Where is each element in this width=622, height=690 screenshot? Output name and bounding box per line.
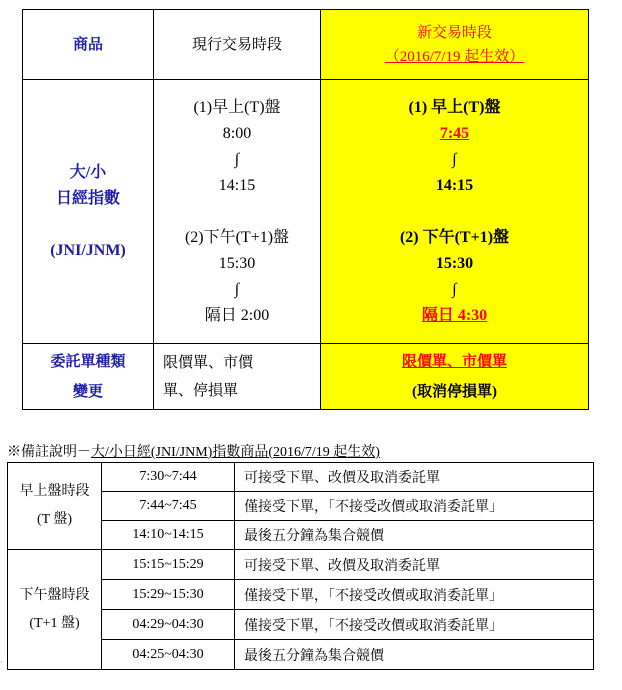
new-t1-session: (2) 下午(T+1)盤: [399, 228, 510, 246]
detail-desc: 最後五分鐘為集合競價: [235, 521, 594, 550]
current-t-end: 14:15: [218, 176, 256, 194]
current-hours-cell: [154, 80, 321, 344]
new-orders-cell: [321, 344, 589, 410]
session-detail-table: [7, 462, 594, 670]
current-orders-cell: [154, 344, 321, 410]
detail-time: 04:29~04:30: [102, 610, 235, 640]
product-name-line1: 大/小: [69, 163, 107, 181]
t1-session-label: [8, 550, 102, 670]
remark-text: 大/小日經(JNI/JNM)指數商品(2016/7/19 起生效): [91, 445, 380, 460]
t-session-label: [8, 463, 102, 550]
new-t-session: (1) 早上(T)盤: [408, 98, 501, 116]
detail-time: 14:10~14:15: [102, 521, 235, 550]
detail-desc: 僅接受下單，「不接受改價或取消委託單」: [235, 492, 594, 521]
new-t1-end: 隔日 4:30: [421, 306, 488, 324]
trading-hours-table: [22, 9, 589, 410]
new-t-start: 7:45: [439, 124, 470, 142]
header-current-label: 現行交易時段: [191, 36, 282, 53]
new-t-end: 14:15: [435, 176, 474, 194]
detail-time: 15:29~15:30: [102, 580, 235, 610]
header-new: [321, 10, 589, 80]
order-change-cell: [23, 344, 154, 410]
new-t-sep: ∫: [452, 150, 457, 168]
new-t1-sep: ∫: [452, 280, 457, 298]
current-t1-start: 15:30: [218, 254, 256, 272]
current-t1-end: 隔日 2:00: [204, 306, 270, 324]
order-change-line2: 變更: [72, 383, 103, 400]
detail-time: 7:44~7:45: [102, 492, 235, 521]
header-product-label: 商品: [72, 36, 103, 53]
remark-prefix: ※備註說明－: [7, 445, 91, 460]
header-new-effective: （2016/7/19 起生效）: [384, 48, 525, 65]
detail-desc: 可接受下單、改價及取消委託單: [235, 550, 594, 580]
product-name-line2: 日經指數: [55, 189, 120, 207]
remark-note: [7, 441, 380, 461]
margin-mark: ·: [0, 658, 3, 667]
t1-session-label-line1: 下午盤時段: [19, 587, 90, 603]
detail-desc: 最後五分鐘為集合競價: [235, 640, 594, 670]
detail-time: 7:30~7:44: [102, 463, 235, 492]
detail-desc: 僅接受下單，「不接受改價或取消委託單」: [235, 580, 594, 610]
new-hours-cell: [321, 80, 589, 344]
current-t-start: 8:00: [222, 124, 252, 142]
t-session-label-line1: 早上盤時段: [19, 484, 90, 499]
current-orders-line2: 單、停損單: [163, 382, 239, 399]
header-new-label: 新交易時段: [416, 24, 492, 41]
new-t1-start: 15:30: [435, 254, 474, 272]
detail-desc: 僅接受下單，「不接受改價或取消委託單」: [235, 610, 594, 640]
product-cell: [23, 80, 154, 344]
new-orders-line1: 限價單、市價單: [401, 353, 507, 370]
t1-session-label-line2: (T+1 盤): [29, 615, 80, 631]
detail-time: 15:15~15:29: [102, 550, 235, 580]
current-t-session: (1)早上(T)盤: [193, 98, 281, 116]
product-code: (JNI/JNM): [50, 241, 126, 259]
header-product: [23, 10, 154, 80]
detail-desc: 可接受下單、改價及取消委託單: [235, 463, 594, 492]
t-session-label-line2: (T 盤): [36, 512, 73, 527]
current-t-sep: ∫: [234, 150, 240, 168]
order-change-line1: 委託單種類: [50, 353, 126, 370]
detail-time: 04:25~04:30: [102, 640, 235, 670]
current-orders-line1: 限價單、市價: [163, 354, 254, 371]
new-orders-line2: (取消停損單): [412, 383, 497, 400]
header-current: [154, 10, 321, 80]
current-t1-session: (2)下午(T+1)盤: [184, 228, 290, 246]
current-t1-sep: ∫: [234, 280, 240, 298]
